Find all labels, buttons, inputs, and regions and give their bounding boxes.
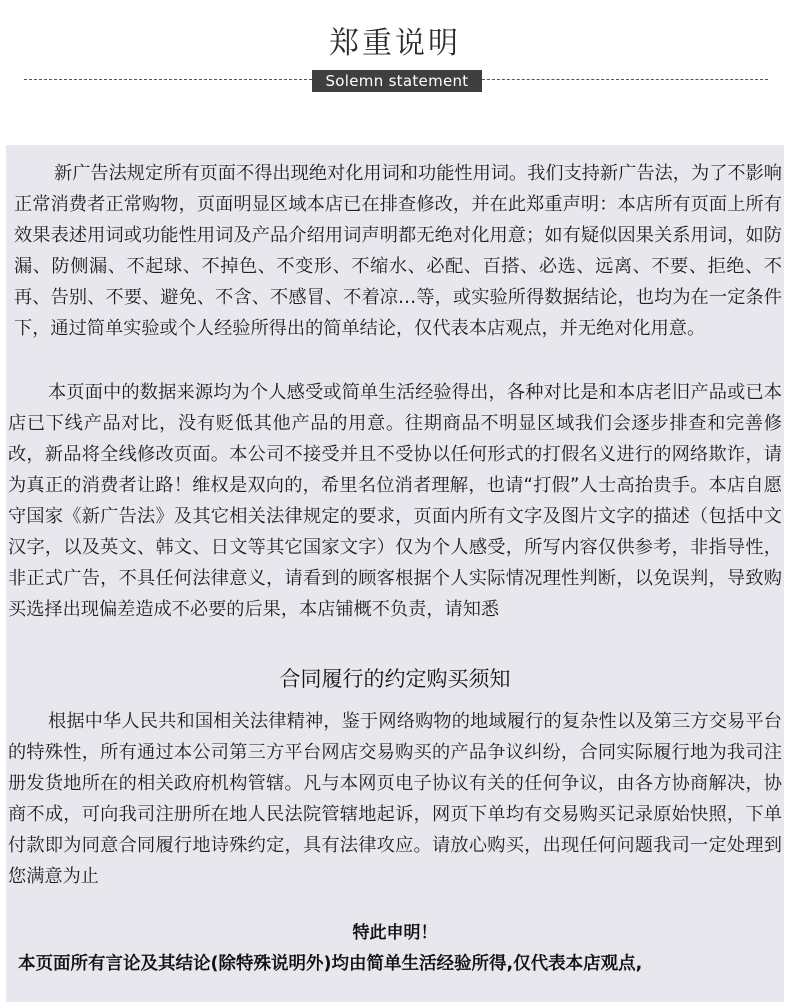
notice-text: 本页面所有言论及其结论(除特殊说明外)均由简单生活经验所得,仅代表本店观点,	[18, 954, 643, 974]
divider-left	[24, 79, 312, 80]
statement-paragraph-2: 本页面中的数据来源均为个人感受或简单生活经验得出，各种对比是和本店老旧产品或已本店已下线产品对比，没有贬低其他产品的用意。往期商品不明显区域我们会逐步排查和完善修改，新品将全线修改页面。本公司不接受并且不受协以任何形式的打假名义进行的网络欺诈，请为真正的消费者让路！维权是双向的，希里名位消者理解，也请“打假”人士高抬贵手。本店自愿守国家《新广告法》及其它相关法律规定的要求，页面内所有文字及图片文字的描述（包括中文汉字，以及英文、韩文、日文等其它国家文字）仅为个人感受，所写内容仅供参考，非指导性，非正式广告，不具任何法律意义，请看到的顾客根据个人实际情况理性判断，以免误判，导致购买选择出现偏差造成不必要的后果，本店铺概不负责，请知悉	[8, 382, 782, 620]
notice-title: 特此申明！	[352, 923, 438, 943]
divider-right	[482, 79, 768, 80]
subtitle-badge: Solemn statement	[312, 70, 482, 92]
section-heading: 合同履行的约定购买须知	[279, 667, 511, 691]
statement-paragraph-3: 根据中华人民共和国相关法律精神，鉴于网络购物的地域履行的复杂性以及第三方交易平台的特殊性，所有通过本公司第三方平台网店交易购买的产品争议纠纷，合同实际履行地为我司注册发货地所在的相关政府机构管辖。凡与本网页电子协议有关的任何争议，由各方协商解决，协商不成，可向我司注册所在地人民法院管辖地起诉，网页下单均有交易购买记录原始快照，下单付款即为同意合同履行地诗殊约定，具有法律攻应。请放心购买，出现任何问题我司一定处理到您满意为止	[8, 711, 782, 887]
page-title: 郑重说明	[329, 26, 461, 61]
statement-paragraph-1: 新广告法规定所有页面不得出现绝对化用词和功能性用词。我们支持新广告法，为了不影响正常消费者正常购物，页面明显区域本店已在排查修改，并在此郑重声明：本店所有页面上所有效果表述用词或功能性用词及产品介绍用词声明都无绝对化用意；如有疑似因果关系用词，如防漏、防侧漏、不起球、不掉色、不变形、不缩水、必配、百搭、必选、远离、不要、拒绝、不再、告别、不要、避免、不含、不感冒、不着凉…等，或实验所得数据结论，也均为在一定条件下，通过简单实验或个人经验所得出的简单结论，仅代表本店观点，并无绝对化用意。	[14, 163, 782, 339]
header	[0, 0, 790, 145]
